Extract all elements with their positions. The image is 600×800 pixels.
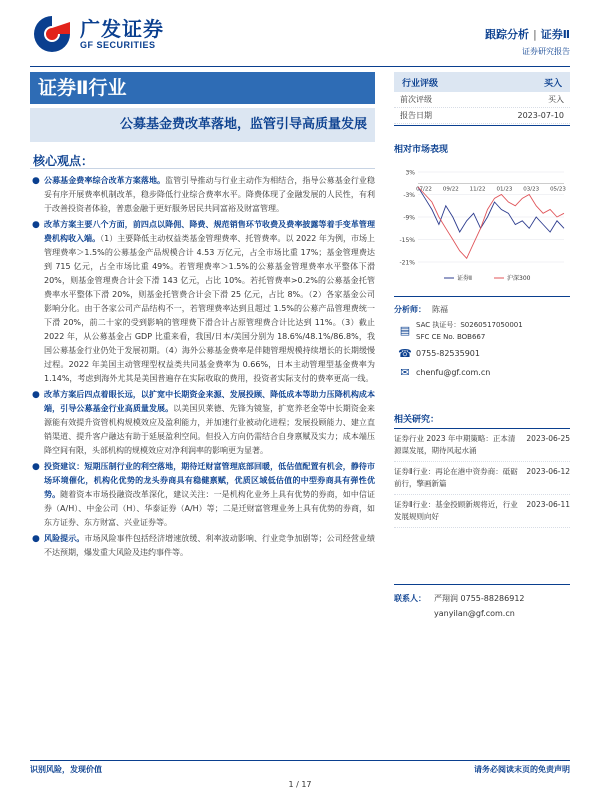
- analyst-sfc: SFC CE No. BOB667: [416, 333, 486, 341]
- bullet-icon: ●: [32, 176, 40, 186]
- series-line-0: [418, 187, 564, 232]
- rating-row-value: 买入: [548, 95, 564, 104]
- rating-head-value: 买入: [543, 78, 562, 89]
- para-text: （1）主要降低主动权益类基金管理费率、托管费率。以 2022 年为例，市场上管理费率＞1.5%的公募基金产品规模合计 4.53 万亿元，占全市场比重 17%；基金管理费达到 715 亿元，占全市场比重 49%。若管理费率＞1.5%的公募基金管理费率水平整体下滑 20%，则基金管理费合计会下滑 143 亿元，占比 10%。若托管费率>0.2%的公募基金托管费率水平整体下滑 20%，则基金托管费合计会下滑 25 亿元，占比 8%。（2）各家基金公司影响分化。由于各家公司产品结构不一，若管理费率达到且超过 1.5%的公募产品管理费统一下滑 20%，前二十家的受到影响的管理费下滑合计占原管理费合计比达到 11%。（3）截止 2022 年，从公募基金占 GDP 比重来看，我国/日本/美国分别为 18.6%/48.1%/86.8%，我国公募基金行业仍处于发展初期。（4）海外公募基金费率是伴随管理规模持续增长的长期缓慢过程。2022 年美国主动管理型权益类共同基金费率为 0.66%，日本主动管理型基金费率为 1.14%，考虑到海外尤其是美国普遍存在实际收取的费用，投资者实际支付的费率更高一线。: [44, 234, 375, 383]
- related-title: 相关研究：: [394, 412, 570, 429]
- analyst-email[interactable]: chenfu@gf.com.cn: [416, 367, 491, 377]
- gf-logo-icon: [30, 14, 74, 54]
- report-sub: 证券研究报告: [522, 47, 570, 56]
- rating-head: [394, 72, 570, 92]
- headline: 公募基金费改革落地，监管引导高质量发展: [30, 108, 375, 142]
- rating-row: [394, 92, 570, 108]
- report-type: [485, 26, 570, 42]
- related-item-date: 2023-06-25: [526, 434, 570, 443]
- para-bold: 公募基金费率综合改革方案落地。: [44, 176, 166, 185]
- bullet-icon: ●: [32, 390, 40, 400]
- y-tick-label: -9%: [403, 214, 415, 222]
- related-item[interactable]: [394, 462, 570, 495]
- core-paragraph: [30, 174, 375, 216]
- y-tick-label: -15%: [399, 237, 415, 244]
- contact-label: 联系人：: [394, 594, 426, 603]
- para-text: 以美国贝莱德、先锋为镜鉴，扩宽养老金等中长期资金来源能有效提升资管机构规模效应及盈利能力，并加速行业被动化进程；发展投顾能力、建立直销渠道、提升客户融达有助于延展盈利空间。但投入方向仍需结合自身禀赋及实力；成本端压降空间有限，头部机构的规模效应对净利润率的影响更为显著。: [44, 404, 376, 455]
- related-item-title: 证券行业 2023 年中期策略：正本清源谋发展，期待风起水涌: [394, 434, 516, 455]
- core-rule: [30, 168, 375, 169]
- bullet-icon: ●: [32, 220, 40, 230]
- report-type-sep: |: [532, 28, 537, 41]
- x-tick-label: 01/23: [496, 186, 513, 193]
- core-paragraph: [30, 460, 375, 530]
- footer-slogan: 识别风险，发现价值: [30, 765, 102, 774]
- related-item-title: 证券Ⅱ行业：再论在港中资券商：砥砺前行，擎画新篇: [394, 467, 518, 488]
- relative-performance-chart: [394, 158, 570, 286]
- related-research: [394, 412, 570, 528]
- report-header: [0, 0, 600, 70]
- rating-row-label: 报告日期: [400, 111, 432, 120]
- y-tick-label: 3%: [405, 169, 415, 177]
- title-banner: [30, 72, 375, 144]
- contact-email[interactable]: yanyilan@gf.com.cn: [434, 609, 515, 618]
- header-rule: [30, 66, 570, 67]
- logo-cn: 广发证券: [80, 16, 164, 41]
- para-bold: 投资建议：短期压制行业的利空落地，期待迁财富管理底部回暖，低估值配置有机会，静待市场环境催化，机构化优势的龙头券商具有稳健禀赋，优质区域低估值的中型券商具有弹性优势。: [44, 462, 375, 499]
- contact-name-phone: 严翔润 0755-88286912: [434, 594, 525, 603]
- x-tick-label: 07/22: [416, 186, 432, 193]
- certificate-icon: ▤: [399, 324, 411, 337]
- chart-svg: [394, 158, 570, 286]
- page-number: 1 / 17: [288, 780, 312, 789]
- para-text: 监管引导推动与行业主动作为相结合，指导公募基金行业稳妥有序开展费率机制改革，稳步降低行业综合费率水平。降费体现了金融发展的人民性，有利于改善投资者体验，普惠金融于更好服务居民共同富裕及财富管理。: [44, 176, 375, 213]
- para-bold: 改革方案后四点着眼长远，以扩宽中长期资金来源、发展投顾、降低成本等助力压降机构成本端，引导公募基金行业高质量发展。: [44, 390, 375, 413]
- report-type-b: 证券Ⅱ: [540, 28, 570, 41]
- footer-rule: [30, 760, 570, 761]
- core-paragraph: [30, 218, 375, 386]
- x-tick-label: 05/23: [550, 186, 566, 193]
- rating-row-value: 2023-07-10: [517, 111, 564, 120]
- analyst-label: 分析师：: [394, 305, 426, 314]
- industry-title: 证券Ⅱ行业: [30, 72, 375, 104]
- footer-disclaimer: 请务必阅读末页的免责声明: [474, 765, 570, 774]
- rating-head-label: 行业评级: [402, 78, 439, 89]
- bullet-icon: ●: [32, 462, 40, 472]
- rating-rule: [394, 125, 570, 126]
- legend-label: 证券Ⅱ: [457, 275, 472, 282]
- email-icon: ✉: [400, 365, 410, 379]
- related-item-date: 2023-06-12: [526, 467, 570, 476]
- x-tick-label: 03/23: [523, 186, 540, 193]
- related-item-title: 证券Ⅱ行业：基金投顾新规将近，行业发展规则向好: [394, 500, 518, 521]
- contact-block: [394, 584, 570, 623]
- related-item[interactable]: [394, 495, 570, 528]
- related-item[interactable]: [394, 429, 570, 462]
- analyst-rule: [394, 296, 570, 297]
- x-tick-label: 11/22: [469, 186, 486, 193]
- y-tick-label: -21%: [399, 259, 415, 267]
- contact-rule: [394, 584, 570, 585]
- core-paragraph: [30, 532, 375, 560]
- core-paragraph: [30, 388, 375, 458]
- para-bold: 改革方案主要八个方面，前四点以降佣、降费、规范销售环节收费及费率披露等着手变革管理费机构收入端。: [44, 220, 375, 243]
- y-tick-label: -3%: [403, 192, 415, 199]
- core-views-title: 核心观点：: [33, 154, 94, 168]
- x-tick-label: 09/22: [442, 186, 459, 193]
- rating-row-label: 前次评级: [400, 95, 432, 104]
- phone-icon: ☎: [398, 346, 412, 360]
- analyst-sac: SAC 执证号：S0260517050001: [416, 321, 523, 329]
- logo-en: GF SECURITIES: [80, 39, 156, 50]
- rating-row: [394, 108, 570, 124]
- para-text: 市场风险事件包括经济增速放缓、利率波动影响、行业竞争加剧等；公司经营业绩不达预期，爆发重大风险及违约事件等。: [44, 534, 375, 557]
- analyst-block: [394, 304, 570, 384]
- rating-box: [394, 72, 570, 126]
- para-bold: 风险提示。: [44, 534, 85, 543]
- chart-title: 相对市场表现: [394, 145, 449, 155]
- analyst-name: 陈福: [432, 305, 448, 314]
- report-type-a: 跟踪分析: [485, 28, 530, 41]
- core-views-body: [30, 174, 375, 562]
- legend-label: 沪深300: [507, 275, 531, 282]
- company-logo: [30, 14, 164, 54]
- bullet-icon: ●: [32, 534, 40, 544]
- para-text: 随着资本市场投融资改革深化，建议关注：一是机构化业务上具有优势的券商，如中信证券（A/H）、中金公司（H）、华泰证券（A/H）等；二是迁财富管理业务上具有优势的券商，如东方证券、东方财富、兴业证券等。: [44, 490, 376, 527]
- analyst-phone: 0755-82535901: [416, 348, 480, 358]
- related-item-date: 2023-06-11: [526, 500, 570, 509]
